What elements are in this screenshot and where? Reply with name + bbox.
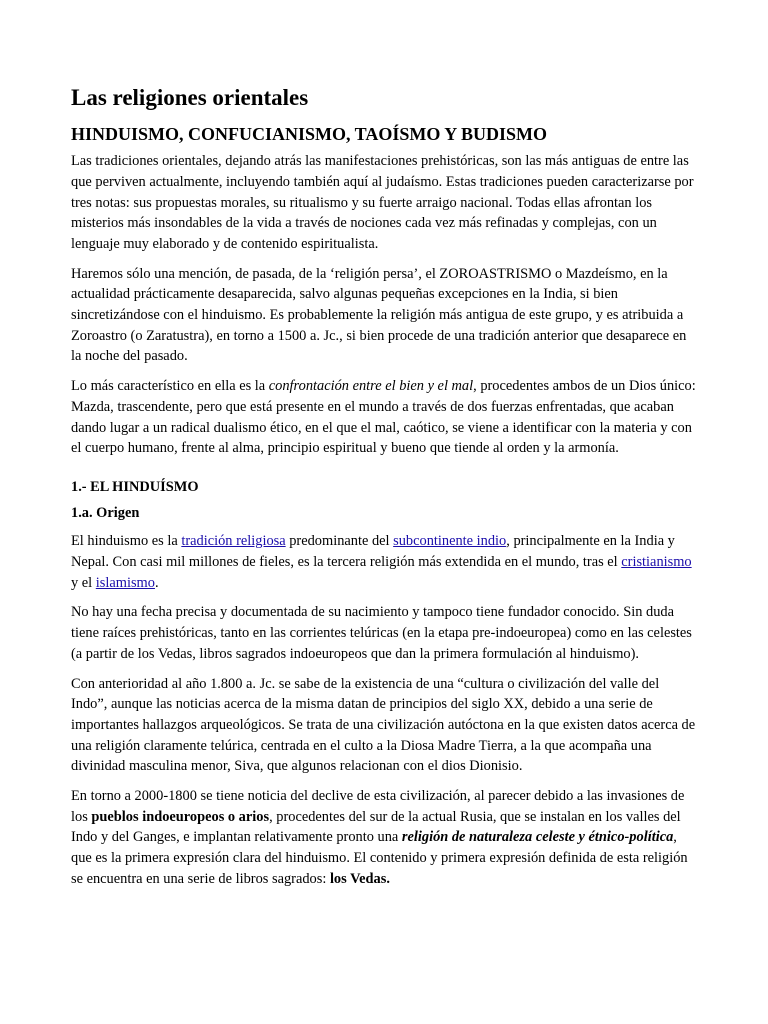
text-span: Lo más característico en ella es la [71,378,269,395]
vedas-paragraph [71,786,698,890]
bold-text: pueblos indoeuropeos o arios [91,808,270,825]
intro-paragraph-2: Haremos sólo una mención, de pasada, de la ‘religión persa’, el ZOROASTRISMO o Mazdeísmo, en la actualidad prácticamente desaparecida, salvo algunas pequeñas excepciones en la India, si bien sincretizándose con el hinduismo. Es probablemente la religión más antigua de este grupo, y es atribuida a Zoroastro (o Zaratustra), en torno a 1500 a. Jc., si bien procede de una tradición anterior que desaparece en la noche del pasado. [71,265,687,365]
subsection-heading: 1.a. Origen [71,504,140,521]
text-span: En torno a 2000-1800 se tiene noticia del declive de esta civilización, al parecer debido a las invasiones de los [71,788,685,825]
text-span: , procedentes ambos de un Dios único: Mazda, trascendente, pero que está presente en el mundo a través de dos fuerzas enfrentadas, que acaban dando lugar a un radical dualismo ético, en el que el mal, caótico, se viene a identificar con la materia y con el cuerpo humano, frente al alma, principio espiritual y bueno que tiende al orden y la armonía. [71,378,696,457]
bold-italic-inner: religión de naturaleza celeste y étnico-política [401,829,674,846]
link-subcontinente-indio[interactable]: subcontinente indio [393,533,507,550]
text-span: , que es la primera expresión clara del hinduismo. El contenido y primera expresión definida de esta religión se encuentra en una serie de libros sagrados: [71,829,688,887]
emphasis-text: confrontación entre el bien y el mal [268,378,474,395]
text-span: . [154,574,159,591]
text-span: y el [71,574,96,591]
link-tradicion-religiosa[interactable]: tradición religiosa [181,533,286,550]
bold-italic-text [402,829,673,845]
section-heading: 1.- EL HINDUÍSMO [71,478,199,495]
text-span: El hinduismo es la [71,533,182,550]
page-title: Las religiones orientales [71,85,309,110]
indus-paragraph: Con anterioridad al año 1.800 a. Jc. se sabe de la existencia de una “cultura o civilización del valle del Indo”, aunque las noticias acerca de la misma datan de principios del siglo XX, debido a una serie de importantes hallazgos arqueológicos. Se trata de una civilización autóctona en la que existen datos acerca de una religión claramente telúrica, centrada en el culto a la Diosa Madre Tierra, a la que acompaña una divinidad masculina menor, Siva, que algunos relacionan con el dios Dionisio. [71,675,696,775]
intro-paragraph-1: Las tradiciones orientales, dejando atrás las manifestaciones prehistóricas, son las más antiguas de entre las que perviven actualmente, incluyendo también aquí al judaísmo. Estas tradiciones pueden caracterizarse por tres notas: sus propuestas morales, su ritualismo y su fuerte arraigo nacional. Todas ellas afrontan los misterios más insondables de la vida a través de nociones cada vez más refinadas y complejas, con un lenguaje muy elaborado y de contenido espiritualista. [71,153,694,252]
hinduism-intro-paragraph [71,531,698,593]
link-cristianismo[interactable]: cristianismo [621,554,692,571]
text-span: , procedentes del sur de la actual Rusia, que se instalan en los valles del Indo y del Ganges, e implantan relativamente pronto una [71,808,681,846]
page-subtitle: HINDUISMO, CONFUCIANISMO, TAOÍSMO Y BUDISMO [71,123,548,144]
link-islamismo[interactable]: islamismo [95,574,155,591]
origin-paragraph: No hay una fecha precisa y documentada de su nacimiento y tampoco tiene fundador conocido. Sin duda tiene raíces prehistóricas, tanto en las corrientes telúricas (en la etapa pre-indoeuropea) como en las celestes (a partir de los Vedas, libros sagrados indoeuropeos que dan la primera formulación al hinduismo). [71,604,692,662]
dualism-paragraph [71,376,698,459]
text-span: predominante del [285,533,394,550]
text-span: , principalmente en la India y Nepal. Con casi mil millones de fieles, es la tercera religión más extendida en el mundo, tras el [71,533,675,571]
bold-text: los Vedas. [329,870,390,887]
